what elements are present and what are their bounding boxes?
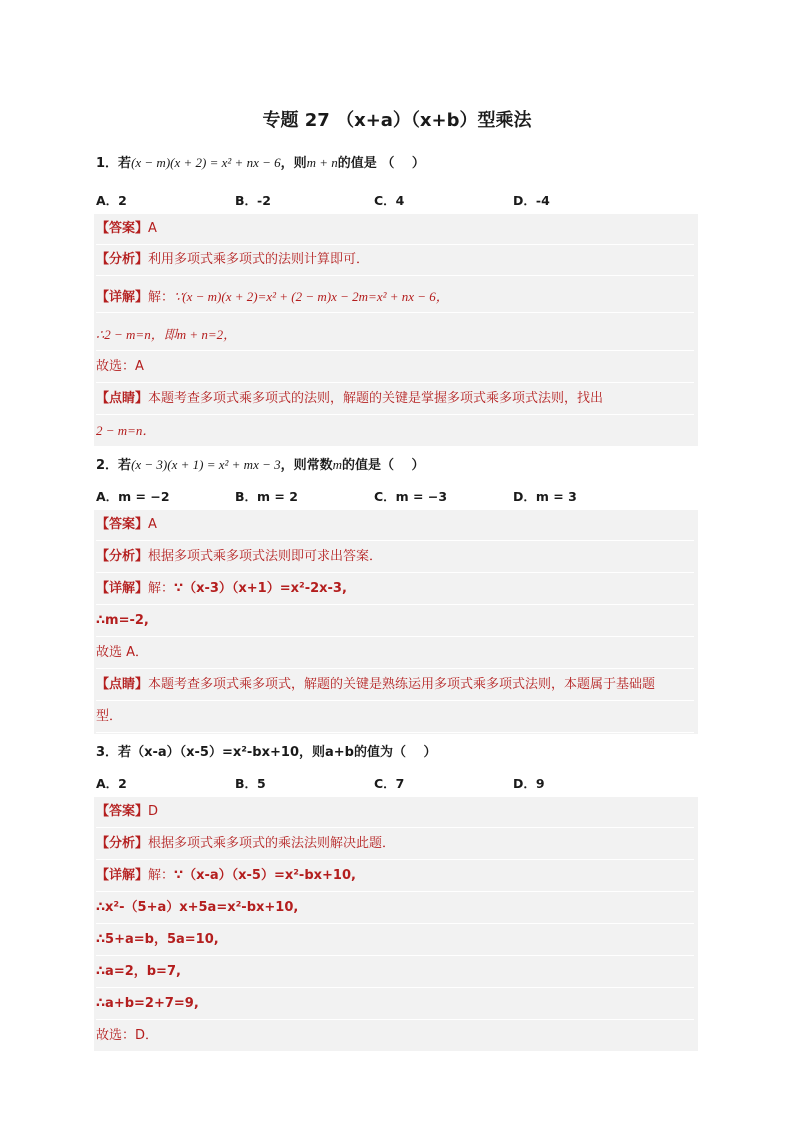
math-variable: m [332, 457, 343, 472]
option-a[interactable]: A．2 [96, 193, 127, 208]
analysis-line: 【分析】利用多项式乘多项式的法则计算即可． [96, 245, 694, 276]
option-c[interactable]: C．7 [374, 776, 405, 791]
page-title: 专题 27 （x+a）（x+b）型乘法 [262, 110, 532, 131]
answer-line: 【答案】D [96, 797, 694, 828]
math-expression: （x-a）（x-5）=x²-bx+10 [131, 745, 299, 760]
step-line: ∴5+a=b，5a=10, [96, 925, 694, 956]
option-c[interactable]: C．m = −3 [374, 489, 448, 504]
choice-line: 故选 A． [96, 638, 694, 669]
solution-box [94, 797, 698, 1051]
math-expression: (x − 3)(x + 1) = x² + mx − 3 [131, 457, 281, 472]
option-a[interactable]: A．2 [96, 776, 127, 791]
question-text: 的值是（ ） [342, 458, 425, 473]
question-2 [96, 454, 425, 473]
answer-value: A [148, 221, 157, 236]
analysis-line: 【分析】根据多项式乘多项式的乘法法则解决此题． [96, 829, 694, 860]
question-3 [96, 741, 437, 760]
step-line: ∴x²-（5+a）x+5a=x²-bx+10, [96, 893, 694, 924]
choice-line: 故选：D． [96, 1021, 694, 1052]
question-text: 的值为（ ） [353, 745, 437, 760]
comment-line-2: 2 − m=n． [96, 416, 694, 447]
option-d[interactable]: D．9 [513, 776, 545, 791]
question-text: ，则 [280, 156, 307, 171]
math-expression: (x − m)(x + 2) = x² + nx − 6 [131, 155, 281, 170]
step-line: ∴m=-2, [96, 606, 694, 637]
solution-box [94, 510, 698, 734]
option-b[interactable]: B．m = 2 [235, 489, 298, 504]
question-text: 的值是 （ ） [337, 156, 425, 171]
step-line: ∴a=2，b=7, [96, 957, 694, 988]
choice-line: 故选：A [96, 352, 694, 383]
step-line: ∴2 − m=n，即m + n=2， [96, 320, 694, 351]
option-c[interactable]: C．4 [374, 193, 405, 208]
detail-line: 【详解】解：∵（x-a）（x-5）=x²-bx+10, [96, 861, 694, 892]
question-text: 若 [118, 458, 132, 473]
solution-box [94, 214, 698, 446]
detail-line: 【详解】解：∵（x-3）（x+1）=x²-2x-3, [96, 574, 694, 605]
option-d[interactable]: D．m = 3 [513, 489, 577, 504]
question-number: 2． [96, 458, 119, 473]
question-text: 若 [118, 745, 132, 760]
answer-value: A [148, 517, 157, 532]
question-text: ，则 [298, 745, 325, 760]
comment-line: 【点睛】本题考查多项式乘多项式的法则，解题的关键是掌握多项式乘多项式法则，找出 [96, 384, 694, 415]
question-number: 3． [96, 745, 119, 760]
answer-line: 【答案】A [96, 510, 694, 541]
step-line: ∴a+b=2+7=9, [96, 989, 694, 1020]
question-number: 1． [96, 156, 119, 171]
option-b[interactable]: B．-2 [235, 193, 271, 208]
math-expression: m + n [306, 155, 338, 170]
option-b[interactable]: B．5 [235, 776, 266, 791]
option-d[interactable]: D．-4 [513, 193, 550, 208]
analysis-line: 【分析】根据多项式乘多项式法则即可求出答案． [96, 542, 694, 573]
question-text: 若 [118, 156, 132, 171]
answer-value: D [148, 804, 159, 819]
math-expression: a+b [325, 745, 354, 760]
question-text: ，则常数 [280, 458, 333, 473]
comment-line: 【点睛】本题考查多项式乘多项式，解题的关键是熟练运用多项式乘多项式法则，本题属于基础题 [96, 670, 694, 701]
detail-line: 【详解】解：∵(x − m)(x + 2)=x² + (2 − m)x − 2m=x² + nx − 6， [96, 282, 694, 313]
answer-line: 【答案】A [96, 214, 694, 245]
option-a[interactable]: A．m = −2 [96, 489, 170, 504]
question-1 [96, 152, 425, 171]
comment-line-2: 型． [96, 702, 694, 733]
